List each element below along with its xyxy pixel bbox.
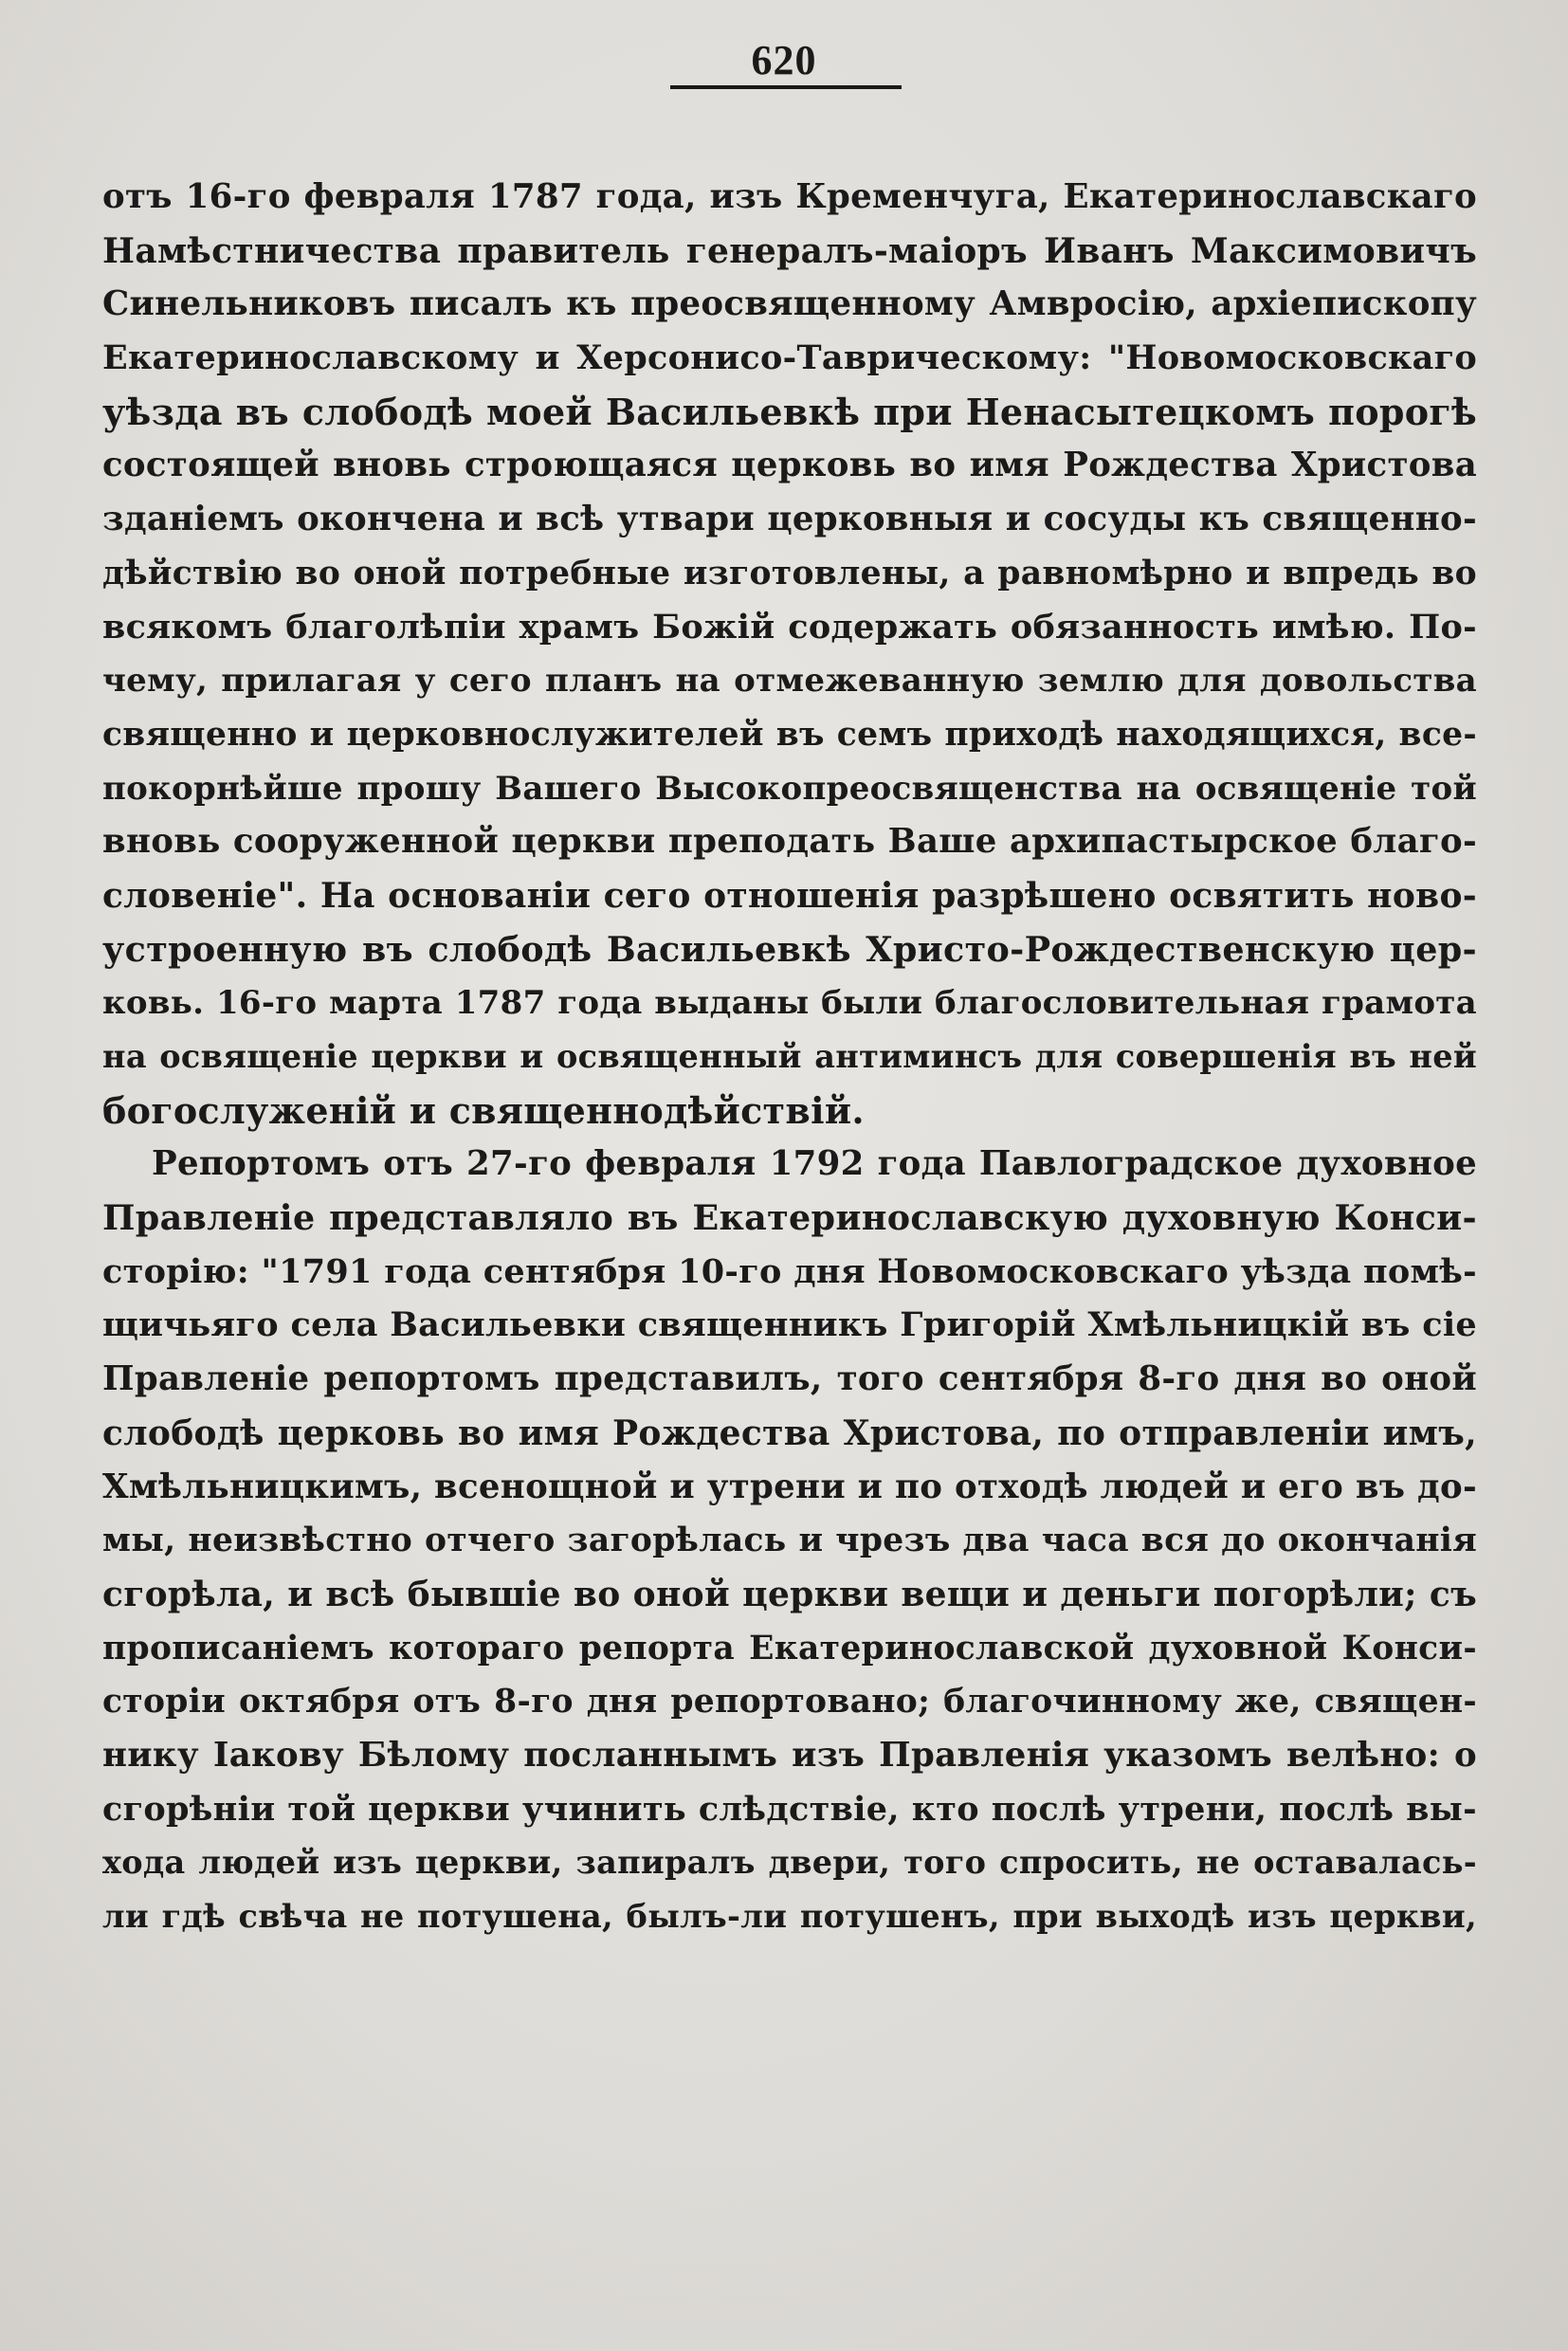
text-line: Синельниковъ писалъ къ преосвященному Амвросію, архіепископу [102,284,1477,324]
text-line: сторіи октября отъ 8-го дня репортовано; благочинному же, священ- [102,1683,1477,1722]
text-line: уѣзда въ слободѣ моей Васильевкѣ при Ненасытецкомъ порогѣ [102,390,1477,433]
page-number-rule [670,85,902,89]
text-line: чему, прилагая у сего планъ на отмежеванную землю для довольства [102,662,1477,701]
text-line: словеніе". На основаніи сего отношенія разрѣшено освятить ново- [102,875,1477,916]
text-line: нику Іакову Бѣлому посланнымъ изъ Правленія указомъ велѣно: о [102,1735,1477,1775]
text-line: хода людей изъ церкви, запиралъ двери, того спросить, не оставалась- [102,1844,1477,1882]
text-line: мы, неизвѣстно отчего загорѣлась и чрезъ два часа вся до окончанія [102,1522,1477,1560]
text-line: священно и церковнослужителей въ семъ приходѣ находящихся, все- [102,715,1477,754]
text-line: дѣйствію во оной потребные изготовлены, а равномѣрно и впредь во [102,554,1477,592]
text-line: прописаніемъ котораго репорта Екатеринославской духовной Конси- [102,1629,1477,1668]
page-number: 620 [751,37,817,83]
text-line: Репортомъ отъ 27-го февраля 1792 года Павлоградское духовное [152,1144,1477,1184]
text-line: слободѣ церковь во имя Рождества Христова, по отправленіи имъ, [102,1412,1477,1453]
text-line: вновь сооруженной церкви преподать Ваше архипастырское благо- [102,822,1477,862]
text-line: сторію: "1791 года сентября 10-го дня Новомосковскаго уѣзда помѣ- [102,1251,1477,1291]
text-line: отъ 16-го февраля 1787 года, изъ Кременчуга, Екатеринославскаго [102,177,1477,216]
text-line: ли гдѣ свѣча не потушена, былъ-ли потушенъ, при выходѣ изъ церкви, [102,1898,1477,1935]
text-line: сгорѣла, и всѣ бывшіе во оной церкви вещи и деньги погорѣли; съ [102,1574,1477,1614]
text-line: Правленіе представляло въ Екатеринославскую духовную Конси- [102,1197,1477,1239]
text-line: Хмѣльницкимъ, всенощной и утрени и по отходѣ людей и его въ до- [102,1467,1477,1506]
text-line: покорнѣйше прошу Вашего Высокопреосвященства на освященіе той [102,769,1477,808]
body-text [102,171,1477,1944]
text-line: всякомъ благолѣпіи храмъ Божій содержать обязанность имѣю. По- [102,607,1477,647]
text-line: на освященіе церкви и освященный антиминсъ для совершенія въ ней [102,1038,1477,1075]
text-line: ковь. 16-го марта 1787 года выданы были благословительная грамота [102,984,1477,1023]
text-line: богослуженій и священнодѣйствій. [102,1088,865,1132]
text-line: сгорѣніи той церкви учинить слѣдствіе, кто послѣ утрени, послѣ вы- [102,1789,1477,1829]
text-line: Намѣстничества правитель генералъ-маіоръ Иванъ Максимовичъ [102,230,1477,271]
text-line: устроенную въ слободѣ Васильевкѣ Христо-Рождественскую цер- [102,928,1477,970]
text-line: Екатеринославскому и Херсонисо-Таврическому: "Новомосковскаго [102,338,1477,378]
text-line: зданіемъ окончена и всѣ утвари церковныя и сосуды къ священно- [102,500,1477,539]
text-line: Правленіе репортомъ представилъ, того сентября 8-го дня во оной [102,1359,1477,1399]
paragraph [102,1138,1477,1943]
paragraph [102,171,1477,1138]
text-line: щичьяго села Васильевки священникъ Григорій Хмѣльницкій въ сіе [102,1305,1477,1345]
text-line: состоящей вновь строющаяся церковь во имя Рождества Христова [102,446,1477,485]
